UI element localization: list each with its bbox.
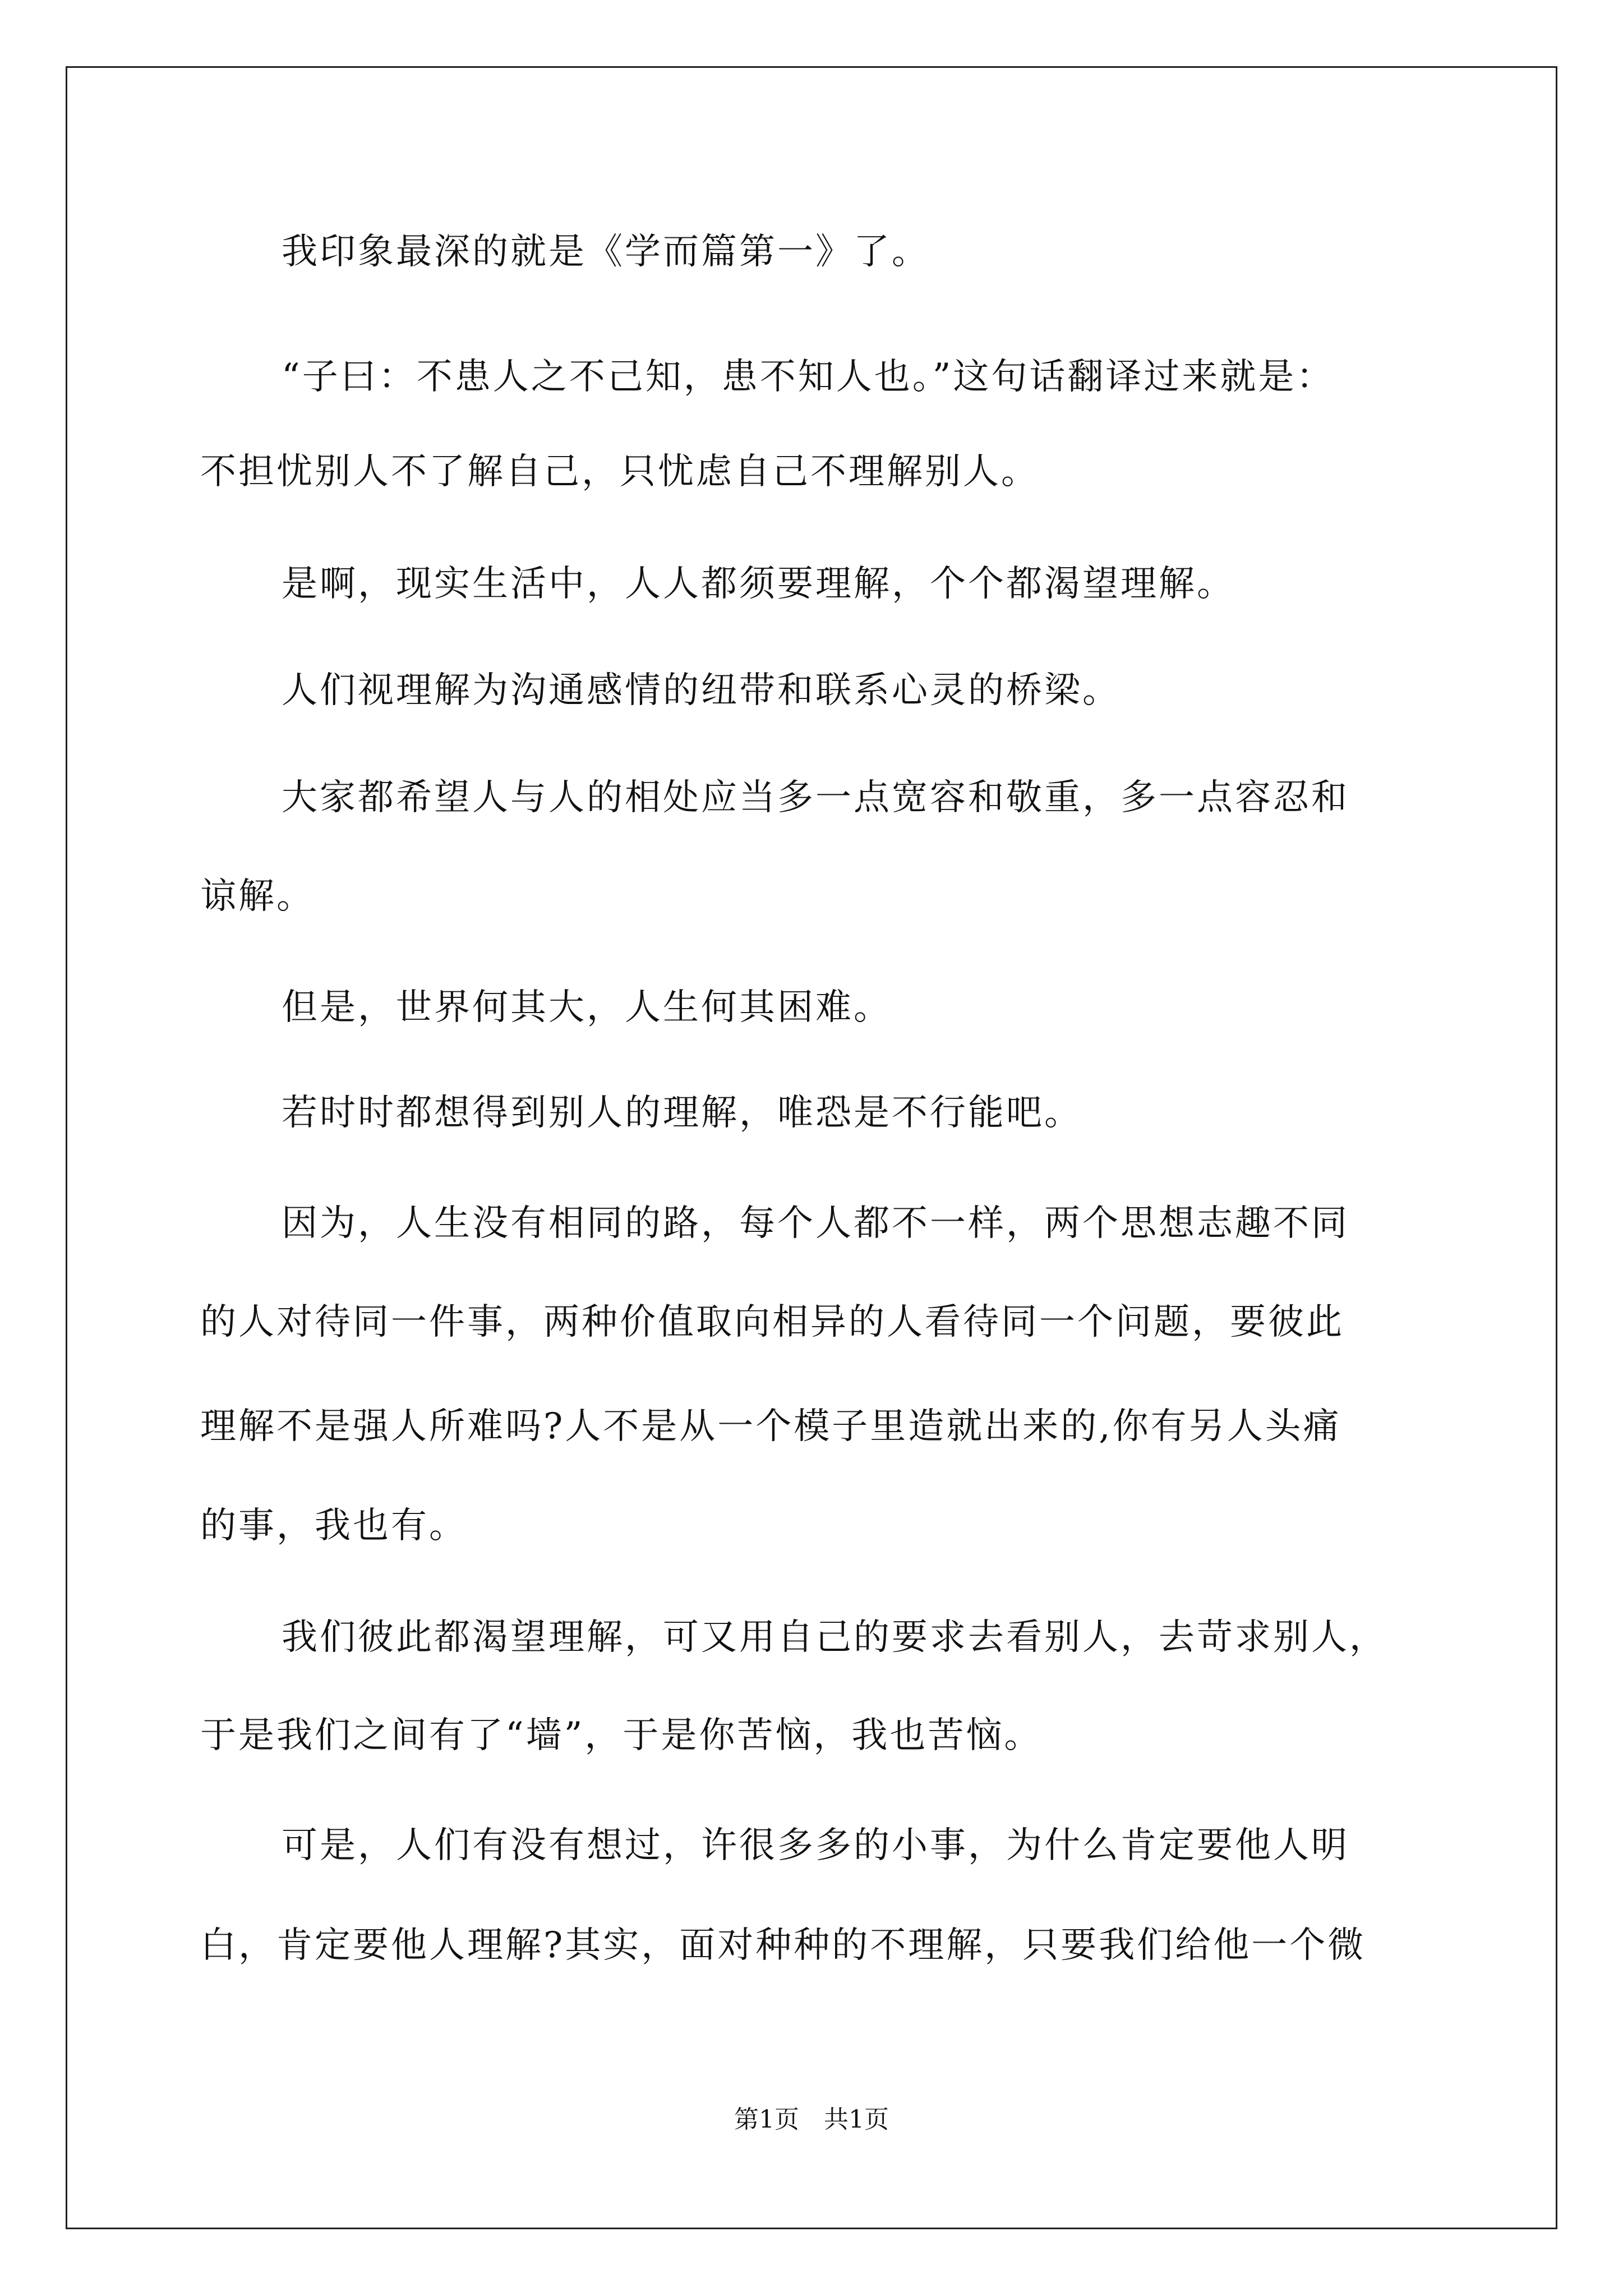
text-line: 白，肯定要他人理解?其实，面对种种的不理解，只要我们给他一个微 [200, 1925, 1366, 1966]
text-line: 但是，世界何其大，人生何其困难。 [282, 987, 892, 1028]
text-line: 理解不是强人所难吗?人不是从一个模子里造就出来的,你有另人头痛 [200, 1406, 1341, 1447]
text-line: 于是我们之间有了“墙”，于是你苦恼，我也苦恼。 [200, 1715, 1043, 1756]
text-line: 我印象最深的就是《学而篇第一》了。 [282, 231, 930, 273]
text-line: 的事，我也有。 [200, 1505, 467, 1547]
text-line: “子曰：不患人之不己知，患不知人也。”这句话翻译过来就是： [282, 356, 1335, 398]
text-line: 若时时都想得到别人的理解，唯恐是不行能吧。 [282, 1092, 1082, 1134]
page-number-footer: 第1页 共1页 [734, 2105, 889, 2134]
text-line: 是啊，现实生活中，人人都须要理解，个个都渴望理解。 [282, 563, 1235, 605]
text-line: 人们视理解为沟通感情的纽带和联系心灵的桥梁。 [282, 670, 1121, 711]
text-line: 因为，人生没有相同的路，每个人都不一样，两个思想志趣不同 [282, 1203, 1349, 1244]
text-line: 的人对待同一件事，两种价值取向相异的人看待同一个问题，要彼此 [200, 1301, 1344, 1343]
text-line: 大家都希望人与人的相处应当多一点宽容和敬重，多一点容忍和 [282, 777, 1349, 818]
text-line: 不担忧别人不了解自己，只忧虑自己不理解别人。 [200, 451, 1039, 493]
text-line: 可是，人们有没有想过，许很多多的小事，为什么肯定要他人明 [282, 1825, 1349, 1866]
text-line: 我们彼此都渴望理解，可又用自己的要求去看别人，去苛求别人， [282, 1617, 1387, 1658]
text-line: 谅解。 [200, 876, 315, 917]
